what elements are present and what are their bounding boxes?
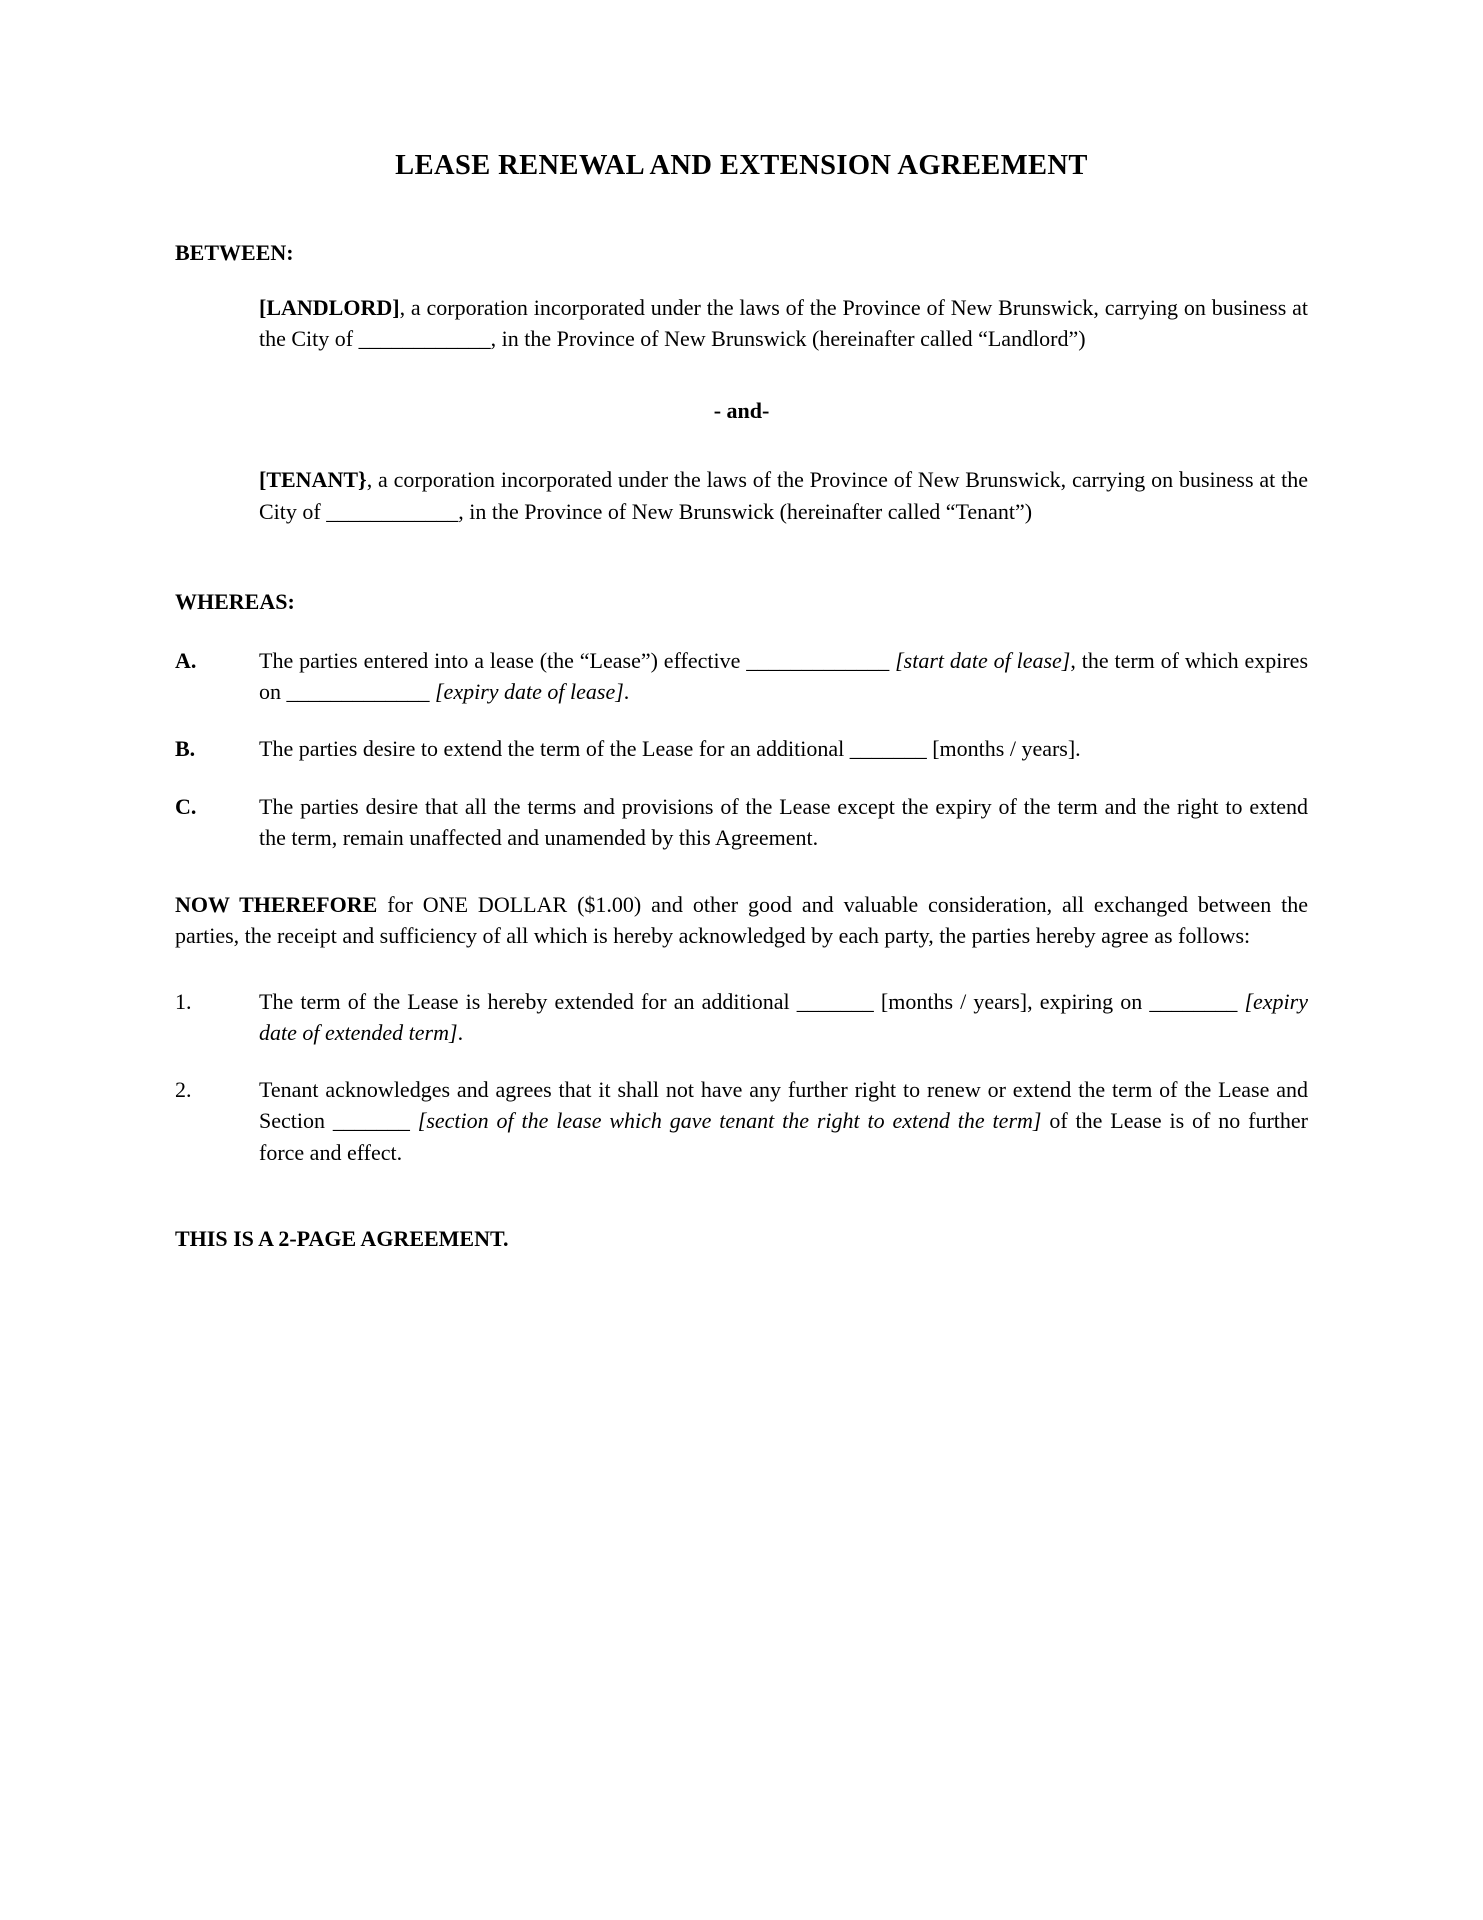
now-therefore-text: for ONE DOLLAR ($1.00) and other good and valuable consideration, all exchanged between the parties, the receipt and sufficiency of all which is hereby acknowledged by each party, the parties hereby agree as follows: bbox=[175, 892, 1308, 949]
recital-a-text: The parties entered into a lease (the “Lease”) effective _____________ bbox=[259, 647, 896, 673]
between-label: BETWEEN: bbox=[175, 240, 294, 265]
tenant-party-block bbox=[259, 464, 1308, 526]
whereas-label: WHEREAS: bbox=[175, 588, 295, 614]
now-therefore-paragraph bbox=[175, 889, 1308, 951]
recital-c-marker: C. bbox=[175, 793, 197, 819]
recital-a-text2: , the term of which expires on _____________ bbox=[259, 647, 1308, 705]
landlord-party-block bbox=[259, 292, 1308, 354]
recital-b-marker: B. bbox=[175, 736, 196, 762]
page-title: LEASE RENEWAL AND EXTENSION AGREEMENT bbox=[395, 150, 1088, 181]
recital-c bbox=[175, 791, 1308, 853]
closing-statement: THIS IS A 2-PAGE AGREEMENT. bbox=[175, 1225, 509, 1251]
clause-2-body bbox=[259, 1074, 1308, 1168]
recital-a-marker: A. bbox=[175, 647, 197, 673]
recital-c-body: The parties desire that all the terms and provisions of the Lease except the expiry of the term and the right to extend the term, remain unaffected and unamended by this Agreement. bbox=[259, 793, 1308, 850]
clause-2-italic: [section of the lease which gave tenant the right to extend the term] bbox=[417, 1108, 1042, 1134]
recital-a bbox=[175, 645, 1308, 707]
landlord-name: [LANDLORD] bbox=[259, 295, 400, 320]
clause-2-text2: of the Lease is of no further force and effect. bbox=[259, 1108, 1308, 1165]
clause-1-text2: . bbox=[457, 1019, 464, 1045]
and-separator: - and- bbox=[713, 398, 770, 424]
recital-a-body bbox=[259, 645, 1308, 707]
clause-1 bbox=[175, 986, 1308, 1048]
clause-2-text: Tenant acknowledges and agrees that it shall not have any further right to renew or extend the term of the Lease and Section _______ bbox=[259, 1077, 1308, 1134]
clause-1-text: The term of the Lease is hereby extended for an additional _______ [months / years], expiring on ________ bbox=[259, 988, 1245, 1014]
clause-1-body bbox=[259, 986, 1308, 1048]
clause-1-marker: 1. bbox=[175, 988, 192, 1014]
clause-1-italic: [expiry date of extended term] bbox=[259, 988, 1308, 1045]
recital-a-italic2: [expiry date of lease] bbox=[435, 679, 624, 705]
clause-2-marker: 2. bbox=[175, 1077, 192, 1103]
recital-a-text3: . bbox=[623, 679, 630, 705]
recital-b bbox=[175, 733, 1308, 764]
recital-b-body: The parties desire to extend the term of the Lease for an additional _______ [months / years]. bbox=[259, 736, 1081, 762]
landlord-description: , a corporation incorporated under the laws of the Province of New Brunswick, carrying on business at the City of ____________, in the Province of New Brunswick (hereinafter called “Landlord”) bbox=[259, 295, 1308, 352]
clause-2 bbox=[175, 1074, 1308, 1168]
recital-a-italic: [start date of lease] bbox=[895, 647, 1071, 673]
tenant-name: [TENANT} bbox=[259, 467, 367, 493]
now-therefore-label: NOW THEREFORE bbox=[175, 892, 378, 918]
tenant-description: , a corporation incorporated under the laws of the Province of New Brunswick, carrying on business at the City of ____________, in the Province of New Brunswick (hereinafter called “Tenant”) bbox=[259, 467, 1308, 524]
